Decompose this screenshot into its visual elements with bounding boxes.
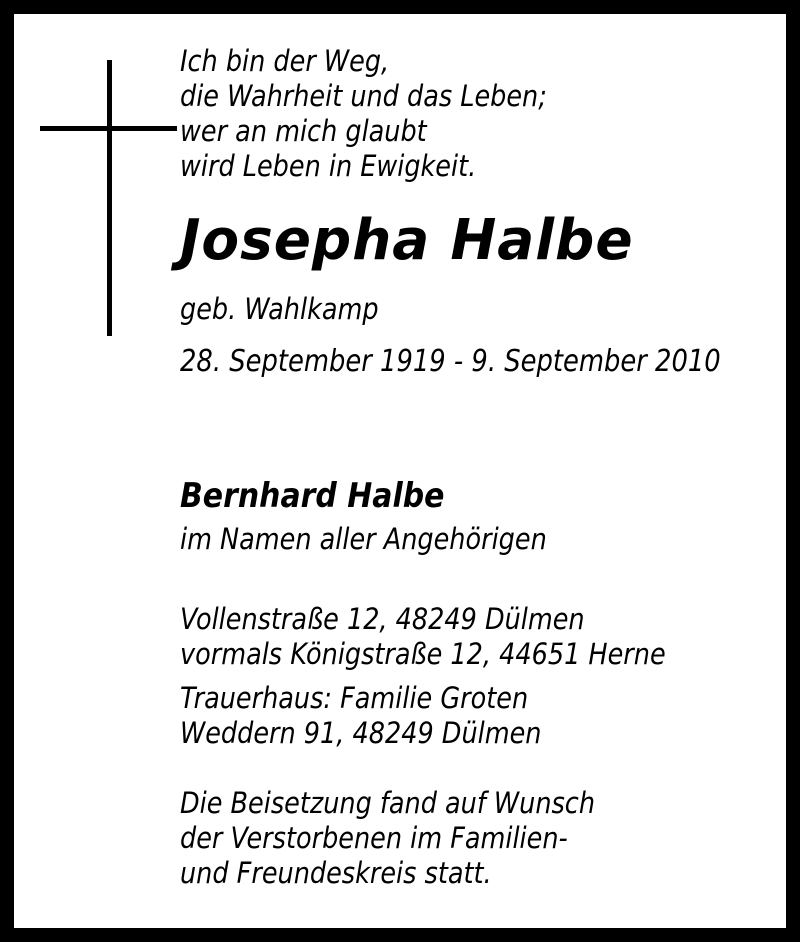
mourning-house-line: Weddern 91, 48249 Dülmen [180, 716, 542, 750]
burial-notice [180, 786, 595, 891]
verse-line: wird Leben in Ewigkeit. [180, 149, 477, 183]
mourning-house-block [180, 681, 541, 751]
birth-name: geb. Wahlkamp [180, 292, 379, 326]
address-line: vormals Königstraße 12, 44651 Herne [180, 637, 666, 671]
mourning-house-line: Trauerhaus: Familie Groten [180, 681, 529, 715]
signer-name: Bernhard Halbe [180, 476, 445, 516]
verse-line: wer an mich glaubt [180, 114, 427, 148]
signer-subtitle: im Namen aller Angehörigen [180, 522, 547, 556]
cross-icon-horizontal-bar [40, 126, 177, 131]
address-block [180, 602, 666, 672]
life-dates: 28. September 1919 - 9. September 2010 [180, 344, 721, 379]
verse-line: die Wahrheit und das Leben; [180, 79, 547, 113]
cross-icon-vertical-bar [107, 60, 112, 336]
notice-line: Die Beisetzung fand auf Wunsch [180, 786, 596, 820]
notice-line: der Verstorbenen im Familien- [180, 821, 568, 855]
deceased-name: Josepha Halbe [180, 208, 634, 273]
notice-line: und Freundeskreis statt. [180, 856, 492, 890]
verse-line: Ich bin der Weg, [180, 44, 390, 78]
bible-verse [180, 44, 547, 184]
address-line: Vollenstraße 12, 48249 Dülmen [180, 602, 585, 636]
